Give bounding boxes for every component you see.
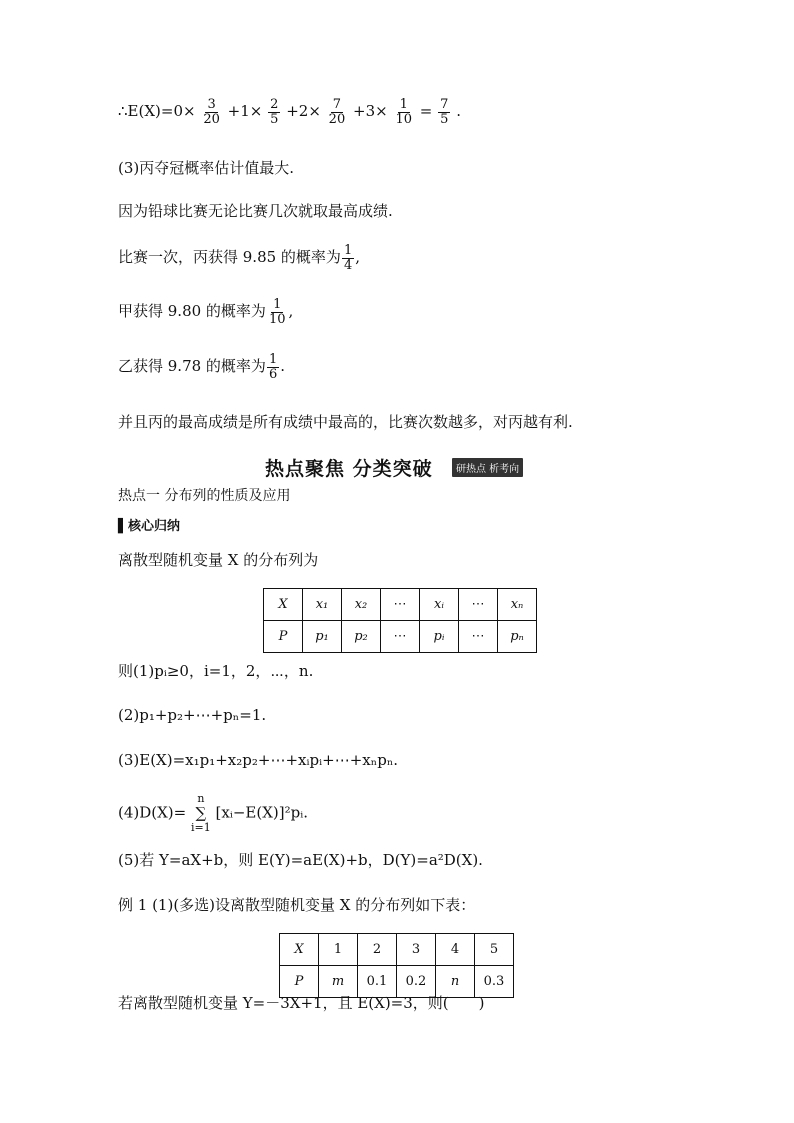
table-row: [280, 934, 514, 966]
distribution-table: [263, 588, 537, 653]
text: .: [456, 102, 461, 121]
text: [xᵢ−E(X)]²pᵢ.: [215, 803, 309, 822]
text: =: [419, 102, 433, 121]
den: 4: [343, 257, 353, 273]
num: 1: [268, 352, 278, 367]
table-cell: p₁: [303, 621, 342, 653]
table-cell: 5: [475, 934, 514, 966]
text: +1×: [227, 102, 263, 121]
table-cell: 1: [319, 934, 358, 966]
core-summary-heading: ▌核心归纳: [118, 519, 180, 534]
line-7: [118, 353, 285, 381]
text: 甲获得 9.80 的概率为: [118, 302, 266, 321]
table-cell: ⋯: [381, 621, 420, 653]
table-cell: xᵢ: [420, 589, 459, 621]
line-4: 因为铅球比赛无论比赛几次就取最高成绩.: [118, 202, 393, 220]
fraction: [267, 298, 288, 326]
table-cell: 3: [397, 934, 436, 966]
line-5: [118, 244, 360, 272]
expectation-line: [118, 98, 461, 126]
den: 6: [268, 366, 278, 382]
num: 7: [332, 97, 342, 112]
num: 3: [207, 97, 216, 112]
text: .: [280, 357, 285, 376]
table-cell: 0.2: [397, 966, 436, 998]
example-table: [279, 933, 514, 998]
example-text: 例 1 (1)(多选)设离散型随机变量 X 的分布列如下表：: [118, 896, 476, 914]
table-cell: x₁: [303, 589, 342, 621]
question-text: 若离散型随机变量 Y=－3X+1，且 E(X)=3，则( ): [118, 994, 485, 1012]
section-banner-tag: 研热点 析考向: [452, 458, 523, 477]
den: 10: [268, 311, 286, 327]
property-3: (3)E(X)=x₁p₁+x₂p₂+⋯+xᵢpᵢ+⋯+xₙpₙ.: [118, 751, 399, 769]
line-3: (3)丙夺冠概率估计值最大.: [118, 159, 295, 177]
table-cell: pᵢ: [420, 621, 459, 653]
sum-bottom: i=1: [191, 820, 211, 834]
text: ,: [355, 248, 360, 267]
table-cell: x₂: [342, 589, 381, 621]
text: ∴E(X)=0×: [118, 102, 196, 121]
line-8: 并且丙的最高成绩是所有成绩中最高的，比赛次数越多，对丙越有利.: [118, 413, 573, 431]
num: 1: [399, 97, 408, 112]
text: +3×: [353, 102, 388, 121]
table-cell: X: [264, 589, 303, 621]
den: 5: [440, 111, 449, 127]
table-cell: 4: [436, 934, 475, 966]
fraction: [393, 98, 414, 126]
property-2: (2)p₁+p₂+⋯+pₙ=1.: [118, 706, 267, 724]
table-row: [264, 589, 537, 621]
table-cell: m: [319, 966, 358, 998]
table-cell: ⋯: [459, 589, 498, 621]
table-cell: 0.1: [358, 966, 397, 998]
text: +2×: [286, 102, 321, 121]
fraction: [438, 98, 450, 126]
table-row: [280, 966, 514, 998]
fraction: [327, 98, 348, 126]
num: 1: [343, 243, 353, 258]
den: 20: [203, 111, 220, 127]
fraction: [268, 98, 280, 126]
fraction: [267, 353, 279, 381]
den: 5: [270, 111, 279, 127]
num: 7: [440, 97, 449, 112]
den: 10: [395, 111, 413, 127]
num: 2: [270, 97, 279, 112]
property-1: 则(1)pᵢ≥0，i=1，2，⋯，n.: [118, 662, 314, 680]
property-5: (5)若 Y=aX+b，则 E(Y)=aE(X)+b，D(Y)=a²D(X).: [118, 851, 483, 869]
text: ,: [288, 302, 294, 321]
table-cell: P: [280, 966, 319, 998]
sum-top: n: [197, 792, 205, 805]
fraction: [201, 98, 222, 126]
table-row: [264, 621, 537, 653]
summation-symbol: [191, 793, 211, 834]
sum-sigma: ∑: [195, 804, 207, 823]
property-4: [118, 793, 308, 834]
table-cell: 0.3: [475, 966, 514, 998]
den: 20: [328, 111, 346, 127]
table-cell: ⋯: [381, 589, 420, 621]
table-cell: ⋯: [459, 621, 498, 653]
hotspot-heading: 热点一 分布列的性质及应用: [118, 488, 291, 504]
table-cell: pₙ: [498, 621, 537, 653]
table-cell: xₙ: [498, 589, 537, 621]
line-6: [118, 298, 293, 326]
table-cell: X: [280, 934, 319, 966]
table-cell: 2: [358, 934, 397, 966]
intro-text: 离散型随机变量 X 的分布列为: [118, 551, 319, 569]
table-cell: P: [264, 621, 303, 653]
text: 比赛一次，丙获得 9.85 的概率为: [118, 248, 341, 267]
fraction: [342, 244, 354, 272]
table-cell: p₂: [342, 621, 381, 653]
text: 乙获得 9.78 的概率为: [118, 357, 266, 376]
num: 1: [273, 297, 282, 312]
section-banner-title: 热点聚焦 分类突破: [265, 458, 433, 480]
text: (4)D(X)=: [118, 803, 187, 822]
table-cell: n: [436, 966, 475, 998]
